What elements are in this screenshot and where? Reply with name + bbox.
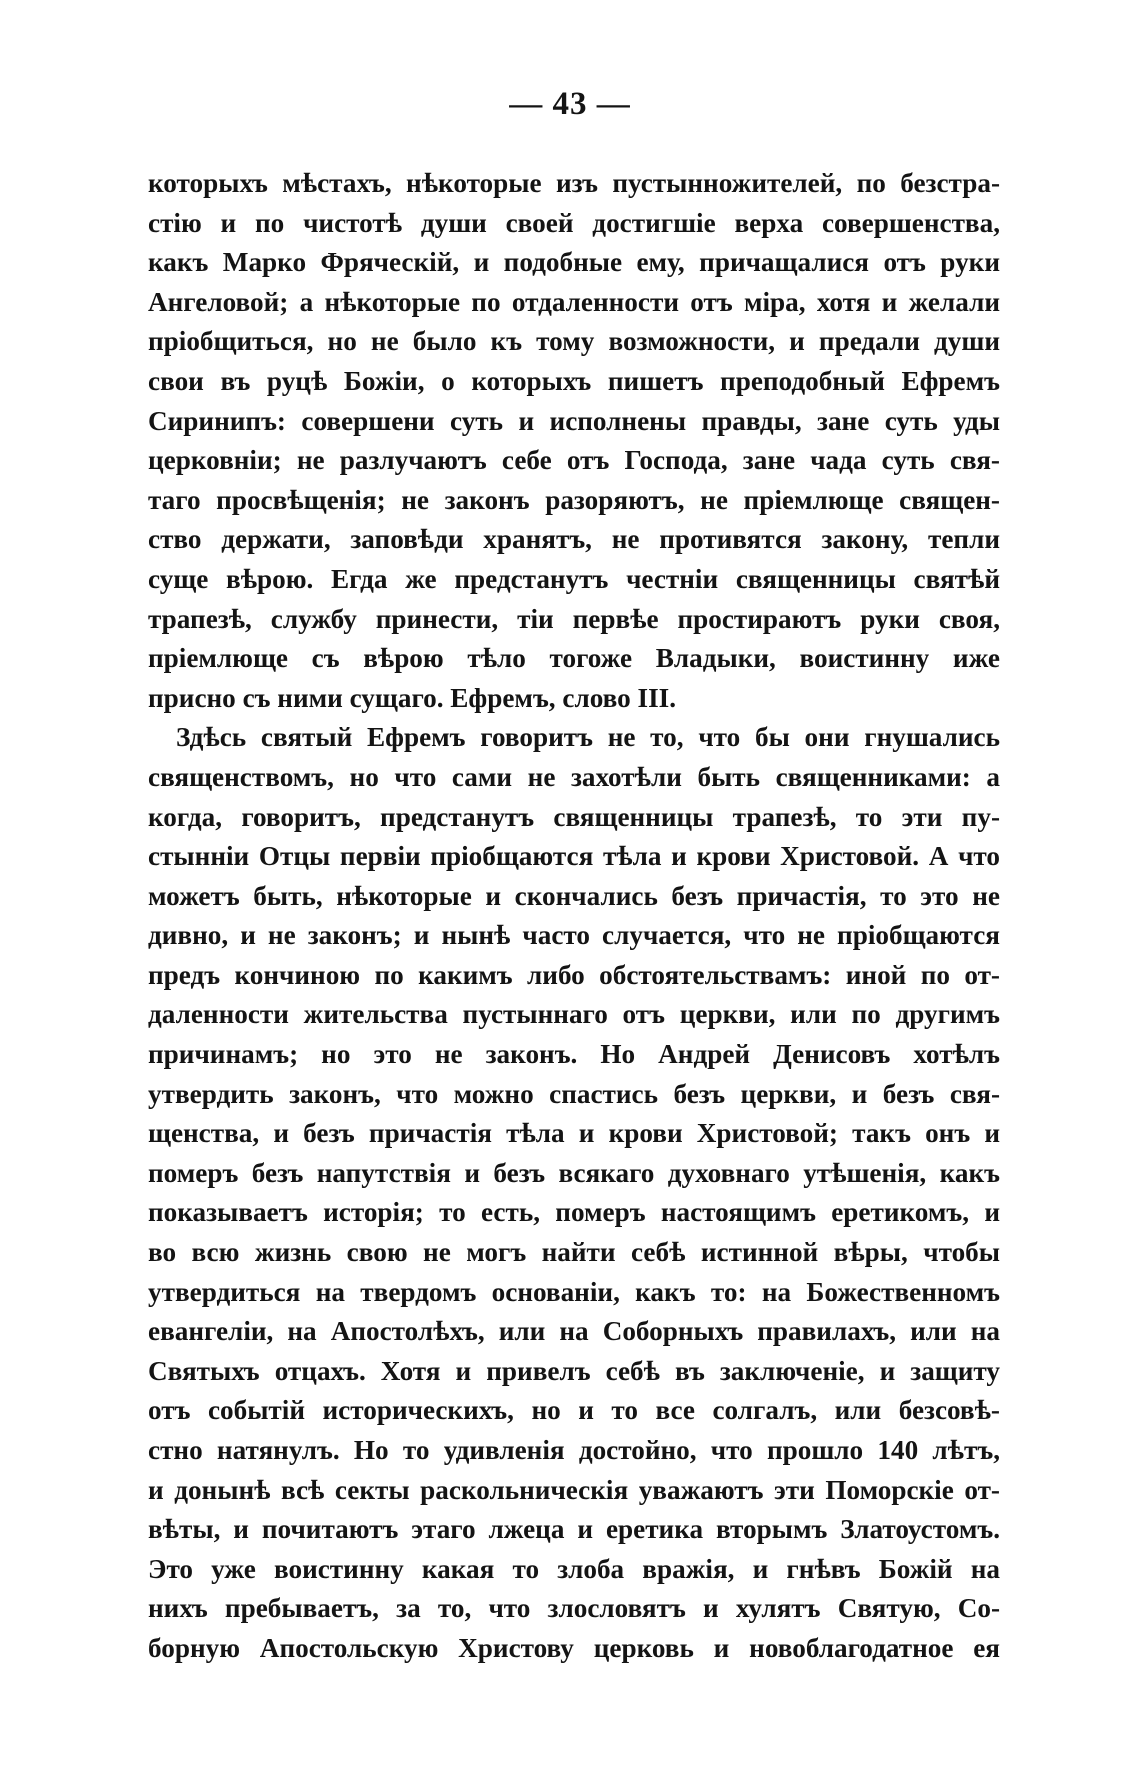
text-line: Сиринипъ: совершени суть и исполнены правды, зане суть уды xyxy=(148,405,1000,436)
text-line: причинамъ; но это не законъ. Но Андрей Денисовъ хотѣлъ xyxy=(148,1039,1000,1070)
text-line: щенства, и безъ причастія тѣла и крови Христовой; такъ онъ и xyxy=(148,1118,1000,1149)
text-line: вѣты, и почитаютъ этаго лжеца и еретика вторымъ Златоустомъ. xyxy=(148,1514,1000,1545)
text-line: утвердиться на твердомъ основаніи, какъ то: на Божественномъ xyxy=(148,1276,1000,1307)
text-line: ство держати, заповѣди хранятъ, не противятся закону, тепли xyxy=(148,524,1000,555)
text-line: предъ кончиною по какимъ либо обстоятельствамъ: иной по от- xyxy=(148,959,1000,990)
text-line: священствомъ, но что сами не захотѣли быть священниками: а xyxy=(148,761,1000,792)
text-line: во всю жизнь свою не могъ найти себѣ истинной вѣры, чтобы xyxy=(148,1237,1000,1268)
text-line: суще вѣрою. Егда же предстанутъ честніи священницы святѣй xyxy=(148,563,1000,594)
text-line: когда, говоритъ, предстанутъ священницы трапезѣ, то эти пу- xyxy=(148,801,1000,832)
text-line: Это уже воистинну какая то злоба вражія, и гнѣвъ Божій на xyxy=(148,1553,1000,1584)
text-line: трапезѣ, службу принести, тіи первѣе простираютъ руки своя, xyxy=(148,603,1000,634)
text-line: таго просвѣщенія; не законъ разоряютъ, не пріемлюще священ- xyxy=(148,484,1000,515)
text-line: дивно, и не законъ; и нынѣ часто случается, что не пріобщаются xyxy=(148,920,1000,951)
page-number: — 43 — xyxy=(509,86,631,122)
text-line: показываетъ исторія; то есть, померъ настоящимъ еретикомъ, и xyxy=(148,1197,1000,1228)
text-line: пріобщиться, но не было къ тому возможности, и предали души xyxy=(148,326,1000,357)
page-body xyxy=(148,164,1000,1669)
text-line: Ангеловой; а нѣкоторые по отдаленности отъ міра, хотя и желали xyxy=(148,286,1000,317)
text-line: какъ Марко Фряческій, и подобные ему, причащалися отъ руки xyxy=(148,247,1000,278)
text-line: пріемлюще съ вѣрою тѣло тогоже Владыки, воистинну иже xyxy=(148,643,1000,674)
text-line: стынніи Отцы первіи пріобщаются тѣла и крови Христовой. А что xyxy=(148,841,1000,872)
text-line: церковніи; не разлучаютъ себе отъ Господа, зане чада суть свя- xyxy=(148,445,1000,476)
text-line: борную Апостольскую Христову церковь и новоблагодатное ея xyxy=(148,1632,1000,1663)
text-line: Святыхъ отцахъ. Хотя и привелъ себѣ въ заключеніе, и защиту xyxy=(148,1355,1000,1386)
text-line: нихъ пребываетъ, за то, что злословятъ и хулятъ Святую, Со- xyxy=(148,1593,1000,1624)
text-line: стно натянулъ. Но то удивленія достойно, что прошло 140 лѣтъ, xyxy=(148,1435,1000,1465)
text-line: даленности жительства пустыннаго отъ церкви, или по другимъ xyxy=(148,999,1000,1030)
text-line-paragraph-start: Здѣсь святый Ефремъ говоритъ не то, что бы они гнушались xyxy=(176,722,1000,753)
text-line: которыхъ мѣстахъ, нѣкоторые изъ пустынножителей, по безстра- xyxy=(148,168,1000,198)
text-line: евангеліи, на Апостолѣхъ, или на Соборныхъ правилахъ, или на xyxy=(148,1316,1000,1347)
text-line: отъ событій историческихъ, но и то все солгалъ, или безсовѣ- xyxy=(148,1395,1000,1426)
text-line: стію и по чистотѣ души своей достигшіе верха совершенства, xyxy=(148,207,1000,238)
text-line: утвердить законъ, что можно спастись безъ церкви, и безъ свя- xyxy=(148,1078,1000,1109)
text-line-paragraph-end: присно съ ними сущаго. Ефремъ, слово III. xyxy=(148,682,677,713)
text-line: можетъ быть, нѣкоторые и скончались безъ причастія, то это не xyxy=(148,880,1000,911)
text-line: и донынѣ всѣ секты раскольническія уважаютъ эти Поморскіе от- xyxy=(148,1474,1000,1505)
text-line: свои въ руцѣ Божіи, о которыхъ пишетъ преподобный Ефремъ xyxy=(148,365,1000,396)
text-line: померъ безъ напутствія и безъ всякаго духовнаго утѣшенія, какъ xyxy=(148,1157,1000,1188)
